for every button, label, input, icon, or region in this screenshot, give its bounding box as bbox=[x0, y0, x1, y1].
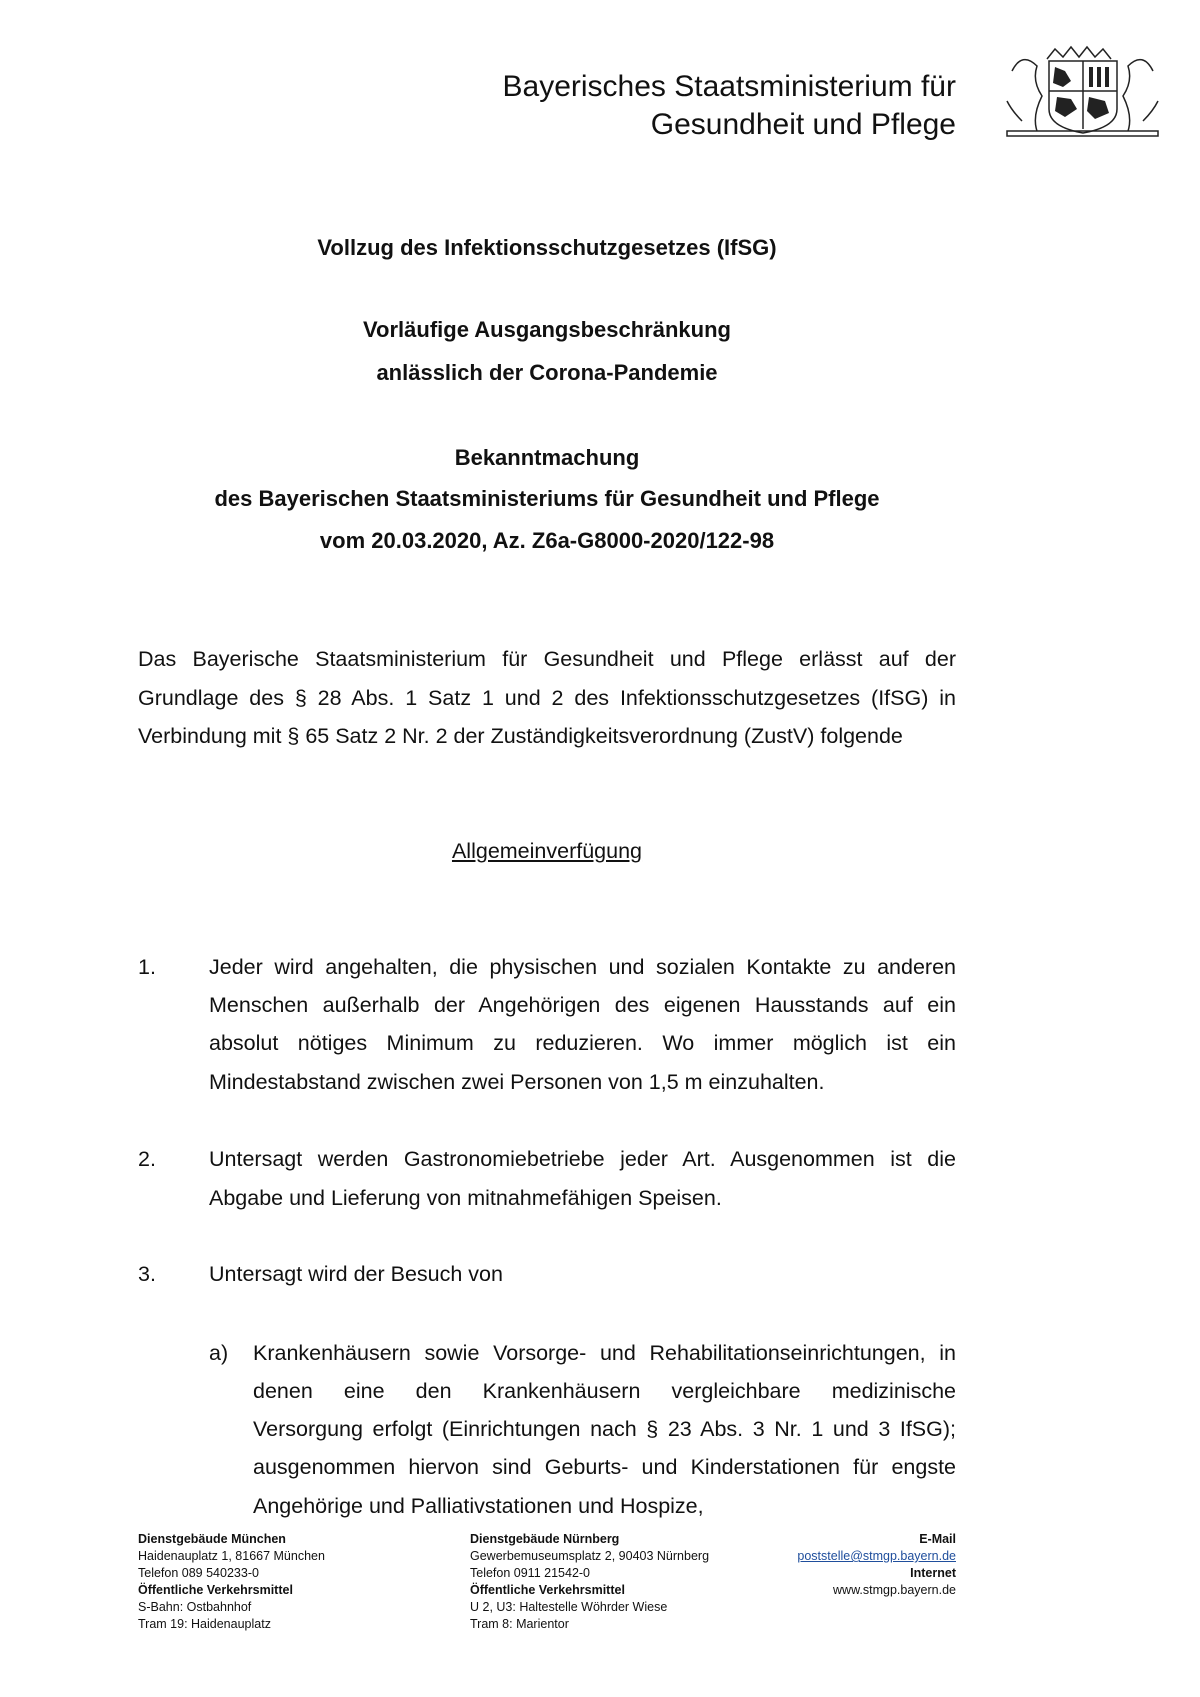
email-link[interactable]: poststelle@stmgp.bayern.de bbox=[797, 1549, 956, 1563]
title-line-4: Bekanntmachung bbox=[454, 445, 640, 470]
nuremberg-title: Dienstgebäude Nürnberg bbox=[470, 1532, 620, 1546]
footer-munich bbox=[138, 1531, 325, 1633]
subitem-line: ausgenommen hiervon sind Geburts- und Kinderstationen für engste bbox=[253, 1455, 956, 1479]
footer-contact bbox=[797, 1531, 956, 1599]
munich-title: Dienstgebäude München bbox=[138, 1532, 286, 1546]
ministry-name-line2: Gesundheit und Pflege bbox=[650, 108, 956, 141]
item-line: Jeder wird angehalten, die physischen und sozialen Kontakte zu anderen bbox=[209, 955, 956, 979]
munich-transit-1: S-Bahn: Ostbahnhof bbox=[138, 1600, 252, 1614]
munich-transit-title: Öffentliche Verkehrsmittel bbox=[138, 1583, 293, 1597]
item-line: Mindestabstand zwischen zwei Personen von 1,5 m einzuhalten. bbox=[209, 1070, 825, 1094]
coat-of-arms-icon bbox=[997, 41, 1168, 142]
subitem-line: Angehörige und Palliativstationen und Hospize, bbox=[253, 1494, 704, 1518]
item-number: 3. bbox=[138, 1262, 156, 1286]
title-line-3: anlässlich der Corona-Pandemie bbox=[376, 360, 718, 385]
nuremberg-transit-title: Öffentliche Verkehrsmittel bbox=[470, 1583, 625, 1597]
munich-phone: Telefon 089 540233-0 bbox=[138, 1566, 259, 1580]
title-line-5: des Bayerischen Staatsministeriums für Gesundheit und Pflege bbox=[214, 486, 880, 511]
subitem-label: a) bbox=[209, 1341, 229, 1365]
subitem-line: Krankenhäusern sowie Vorsorge- und Rehabilitationseinrichtungen, in bbox=[253, 1341, 956, 1365]
internet-label: Internet bbox=[910, 1566, 956, 1580]
item-line: Untersagt werden Gastronomiebetriebe jeder Art. Ausgenommen ist die bbox=[209, 1147, 956, 1171]
subitem-line: denen eine den Krankenhäusern vergleichbare medizinische bbox=[253, 1379, 956, 1403]
title-line-1: Vollzug des Infektionsschutzgesetzes (IfSG) bbox=[317, 235, 777, 260]
section-heading: Allgemeinverfügung bbox=[451, 839, 643, 863]
item-line: Abgabe und Lieferung von mitnahmefähigen Speisen. bbox=[209, 1186, 722, 1210]
intro-line: Das Bayerische Staatsministerium für Gesundheit und Pflege erlässt auf der bbox=[138, 647, 956, 671]
munich-transit-2: Tram 19: Haidenauplatz bbox=[138, 1617, 271, 1631]
email-label: E-Mail bbox=[919, 1532, 956, 1546]
intro-line: Grundlage des § 28 Abs. 1 Satz 1 und 2 des Infektionsschutzgesetzes (IfSG) in bbox=[138, 686, 956, 710]
nuremberg-transit-2: Tram 8: Marientor bbox=[470, 1617, 569, 1631]
title-line-6: vom 20.03.2020, Az. Z6a-G8000-2020/122-98 bbox=[319, 528, 775, 553]
ministry-name-line1: Bayerisches Staatsministerium für bbox=[502, 70, 956, 103]
item-line: Menschen außerhalb der Angehörigen des eigenen Hausstands auf ein bbox=[209, 993, 956, 1017]
footer-nuremberg bbox=[470, 1531, 709, 1633]
intro-line: Verbindung mit § 65 Satz 2 Nr. 2 der Zuständigkeitsverordnung (ZustV) folgende bbox=[138, 724, 903, 748]
nuremberg-address: Gewerbemuseumsplatz 2, 90403 Nürnberg bbox=[470, 1549, 710, 1563]
website-text: www.stmgp.bayern.de bbox=[833, 1583, 956, 1597]
nuremberg-transit-1: U 2, U3: Haltestelle Wöhrder Wiese bbox=[470, 1600, 668, 1614]
item-line: absolut nötiges Minimum zu reduzieren. Wo immer möglich ist ein bbox=[209, 1031, 956, 1055]
munich-address: Haidenauplatz 1, 81667 München bbox=[138, 1549, 325, 1563]
item-line: Untersagt wird der Besuch von bbox=[209, 1262, 503, 1286]
item-number: 1. bbox=[138, 955, 156, 979]
nuremberg-phone: Telefon 0911 21542-0 bbox=[470, 1566, 591, 1580]
item-number: 2. bbox=[138, 1147, 156, 1171]
title-line-2: Vorläufige Ausgangsbeschränkung bbox=[363, 317, 731, 342]
subitem-line: Versorgung erfolgt (Einrichtungen nach § 23 Abs. 3 Nr. 1 und 3 IfSG); bbox=[253, 1417, 956, 1441]
